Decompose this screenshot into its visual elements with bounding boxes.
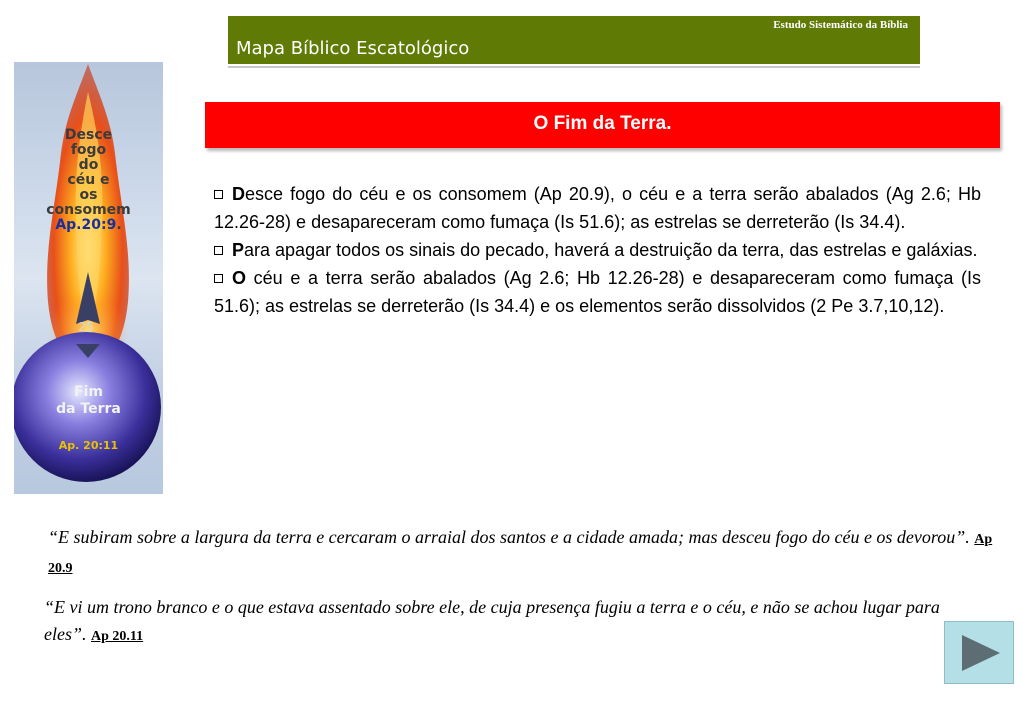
paragraph-text: ara apagar todos os sinais do pecado, haverá a destruição da terra, das estrelas e galáxias. (244, 240, 978, 260)
side-caption-line: os (79, 187, 98, 203)
next-slide-button[interactable] (944, 621, 1014, 684)
header-subtitle: Estudo Sistemático da Bíblia (773, 19, 908, 31)
header-bar (228, 16, 920, 64)
checkbox-bullet-icon (214, 246, 223, 255)
side-caption (14, 128, 163, 233)
side-caption-line: do (78, 157, 99, 173)
side-ref-suffix: . (116, 217, 122, 233)
play-triangle-icon (962, 635, 1000, 671)
quote-reference: Ap 20.11 (91, 629, 144, 644)
bullet-paragraph (214, 236, 981, 264)
side-ref-text: Ap.20:9 (55, 217, 117, 233)
paragraph-lead: O (232, 268, 247, 288)
side-bottom-caption (14, 384, 163, 418)
quote-reference: Ap 20.9 (48, 532, 993, 576)
paragraph-text: esce fogo do céu e os consomem (Ap 20.9), o céu e a terra serão abalados (Ag 2.6; Hb 12.26-28) e desapareceram como fumaça (Is 51.6); as estrelas se derreterão (Is 34.4). (214, 184, 981, 232)
header-divider (228, 66, 920, 68)
quote-close: ”. (955, 527, 970, 547)
section-title: O Fim da Terra. (533, 113, 672, 134)
bullet-paragraph (214, 180, 981, 236)
paragraph-text: céu e a terra serão abalados (Ag 2.6; Hb 12.26-28) e desapareceram como fumaça (Is 51.6); as estrelas se derreterão (Is 34.4) e os elementos serão dissolvidos (2 Pe 3.7,10,12). (214, 268, 981, 316)
side-caption-line: fogo (70, 142, 107, 158)
side-caption-ref (14, 218, 163, 233)
fire-illustration (14, 62, 163, 494)
scripture-quote (48, 524, 998, 582)
side-caption-line: céu e (67, 172, 110, 188)
paragraph-lead: D (232, 184, 245, 204)
side-bottom-ref: Ap. 20:11 (58, 439, 119, 452)
quote-close: ”. (71, 624, 87, 644)
quote-open: “ (44, 597, 55, 617)
side-caption-line: consomem (46, 202, 131, 218)
section-title-bar (205, 102, 1000, 148)
side-bottom-line: da Terra (56, 401, 121, 417)
checkbox-bullet-icon (214, 190, 223, 199)
checkbox-bullet-icon (214, 274, 223, 283)
quote-text: E subiram sobre a largura da terra e cercaram o arraial dos santos e a cidade amada; mas desceu fogo do céu e os devorou (58, 527, 956, 547)
bullet-paragraph (214, 264, 981, 320)
page-title: Mapa Bíblico Escatológico (236, 38, 470, 59)
side-caption-line: Desce (64, 127, 113, 143)
scripture-quote (44, 594, 984, 650)
marker-number: 25 (78, 320, 94, 334)
side-bottom-line: Fim (74, 384, 103, 400)
paragraph-lead: P (232, 240, 245, 260)
body-text (214, 180, 981, 320)
quote-open: “ (48, 527, 59, 547)
quote-text: E vi um trono branco e o que estava assentado sobre ele, de cuja presença fugiu a terra e o céu, e não se achou lugar para eles (44, 597, 940, 644)
